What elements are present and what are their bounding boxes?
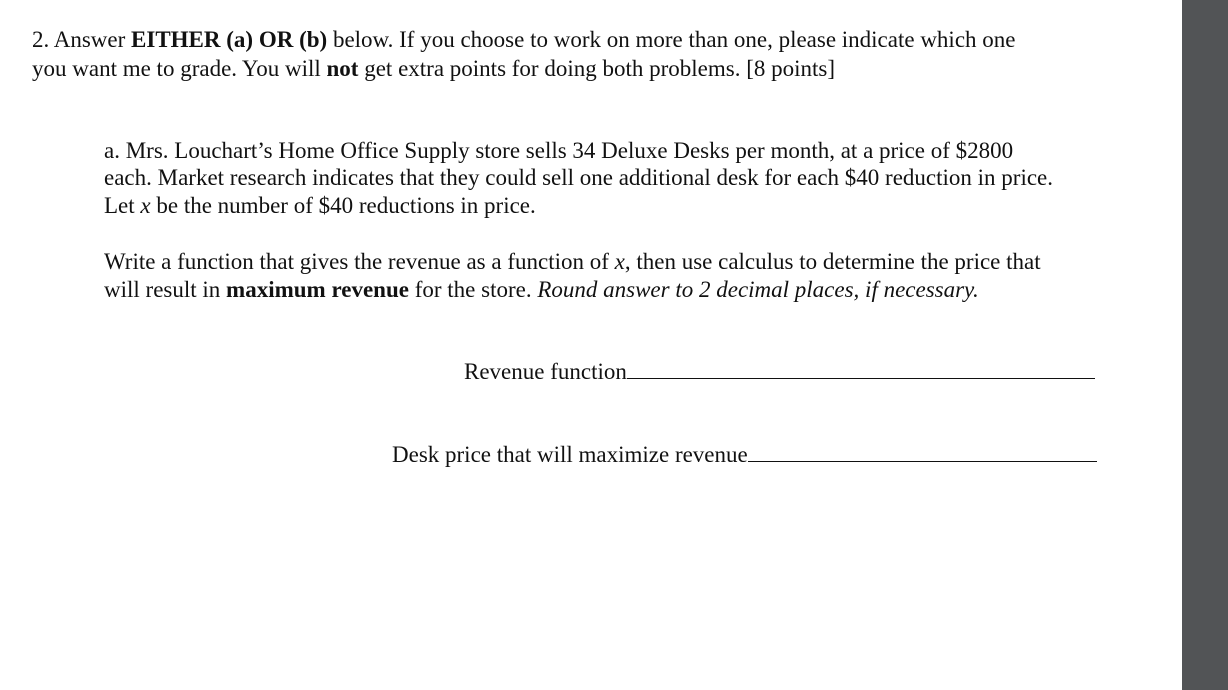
part-a-line-3-post: be the number of $40 reductions in price. xyxy=(150,193,536,218)
instruction-line-1-post: , then use calculus to determine the price that xyxy=(624,249,1041,274)
part-a-line-2: each. Market research indicates that they could sell one additional desk for each $40 reduction in price. xyxy=(104,165,1054,190)
question-line-1-bold: EITHER (a) OR (b) xyxy=(131,27,328,52)
variable-x: x xyxy=(140,193,151,218)
instruction-line-1-pre: Write a function that gives the revenue as a function of xyxy=(104,249,615,274)
question-line-2 xyxy=(32,55,835,83)
desk-price-answer-blank[interactable] xyxy=(748,441,1097,462)
revenue-function-answer-blank[interactable] xyxy=(627,358,1095,379)
question-line-2-pre: you want me to grade. You will xyxy=(32,56,327,81)
question-line-1-post: below. If you choose to work on more than one, please indicate which one xyxy=(327,27,1016,52)
desk-price-label: Desk price that will maximize revenue xyxy=(392,442,748,467)
instruction-line-2-mid: for the store. xyxy=(408,277,538,302)
instruction-line-2-pre: will result in xyxy=(104,277,227,302)
revenue-function-label: Revenue function xyxy=(464,359,627,384)
instruction-line-2-bold: maximum revenue xyxy=(226,277,409,302)
question-line-2-bold: not xyxy=(326,56,359,81)
instruction-line-1 xyxy=(104,248,1041,276)
part-a-line-1: a. Mrs. Louchart’s Home Office Supply store sells 34 Deluxe Desks per month, at a price of $2800 xyxy=(104,138,1014,163)
question-line-1-pre: Answer xyxy=(53,27,132,52)
question-line-1 xyxy=(32,26,1016,54)
instruction-line-2 xyxy=(104,276,979,304)
part-a-line-3-pre: Let xyxy=(104,193,141,218)
question-number: 2. xyxy=(32,27,50,52)
revenue-function-field xyxy=(464,358,1095,386)
viewer-scrollbar[interactable] xyxy=(1182,0,1228,690)
question-line-2-post: get extra points for doing both problems. [8 points] xyxy=(358,56,836,81)
part-a-line-3 xyxy=(104,192,536,220)
variable-x: x xyxy=(614,249,625,274)
instruction-line-2-italic: Round answer to 2 decimal places, if necessary. xyxy=(537,277,979,302)
desk-price-field xyxy=(392,441,1097,469)
